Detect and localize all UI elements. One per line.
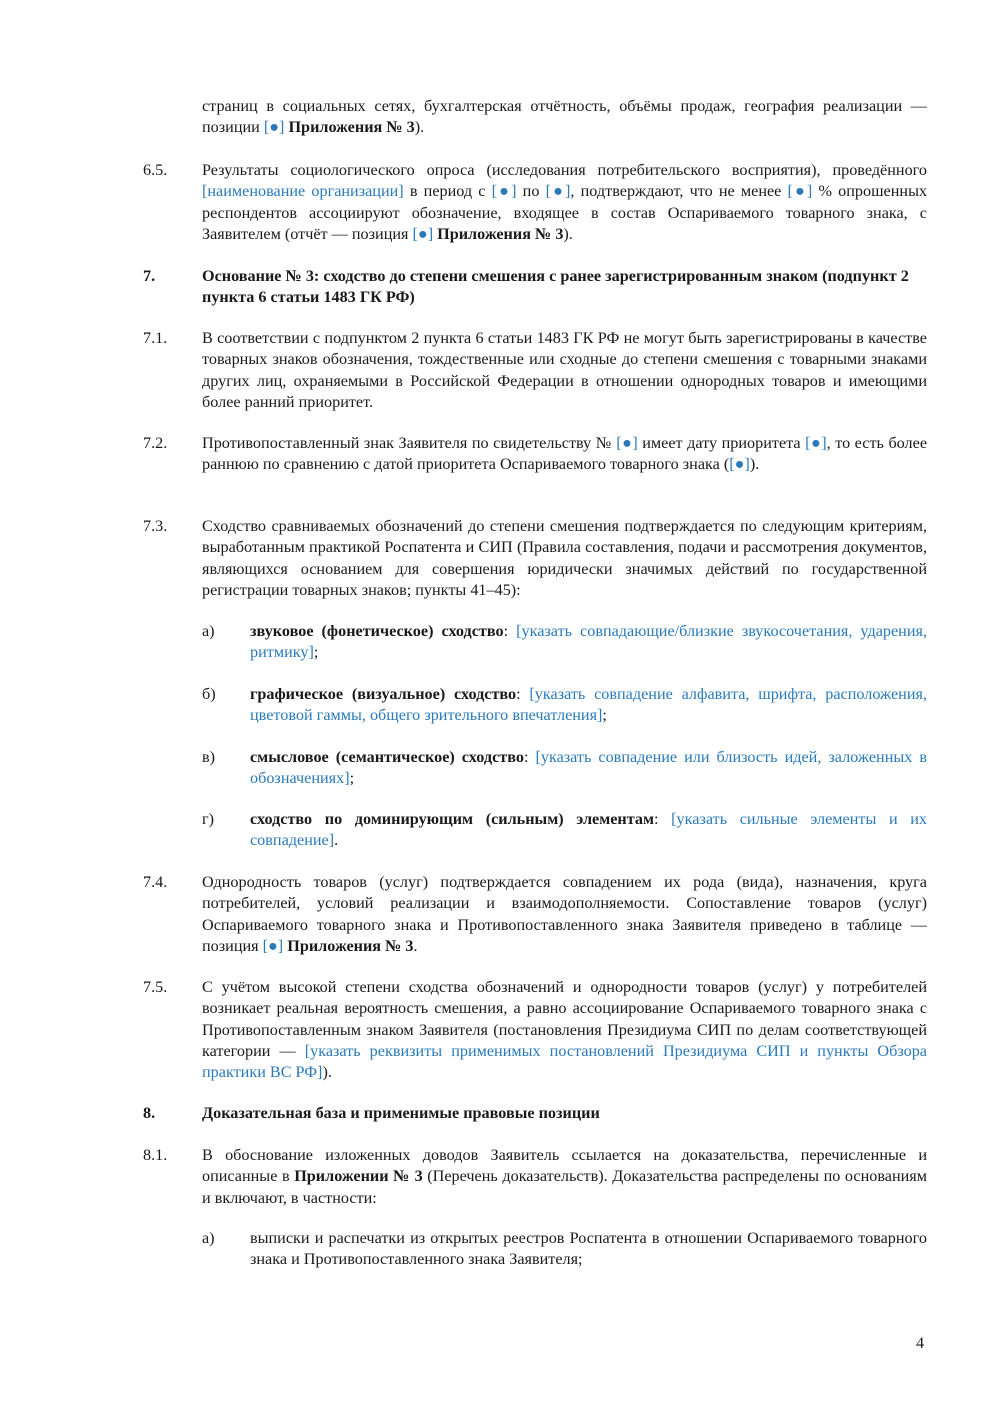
- clause-number: 8.1.: [143, 1146, 168, 1164]
- clause-6-5-text: Результаты социологического опроса (исследования потребительского восприятия), проведённого [наименование организации] в период с [●] по [●], подтверждают, что не менее [●] % опрошенных респондентов ассоциируют обозначение, входящее в состав Оспариваемого товарного знака, с Заявителем (отчёт — позиция [●] Приложения № 3).: [202, 161, 928, 243]
- list-item-label: б): [202, 685, 216, 703]
- list-item: смысловое (семантическое) сходство: [указать совпадение или близость идей, заложенных в обозначениях];: [250, 748, 927, 788]
- clause-number: 7.5.: [143, 978, 168, 996]
- clause-7-4-text: Однородность товаров (услуг) подтверждается совпадением их рода (вида), назначения, круга потребителей, условий реализации и взаимодополняемости. Сопоставление товаров (услуг) Оспариваемого товарного знака и Противопоставленного знака Заявителя приведено в таблице — позиция [●] Приложения № 3.: [202, 873, 927, 955]
- clause-number: 7.2.: [143, 434, 168, 452]
- section-heading-8: Доказательная база и применимые правовые позиции: [202, 1104, 600, 1122]
- list-item-label: а): [202, 1229, 215, 1247]
- list-item: звуковое (фонетическое) сходство: [указать совпадающие/близкие звукосочетания, ударения, ритмику];: [250, 622, 928, 662]
- list-item: графическое (визуальное) сходство: [указать совпадение алфавита, шрифта, расположения, цветовой гаммы, общего зрительного впечатления];: [250, 685, 927, 725]
- list-item-label: г): [202, 810, 215, 828]
- section-number: 7.: [143, 267, 156, 285]
- clause-number: 7.4.: [143, 873, 168, 891]
- clause-7-1-text: В соответствии с подпунктом 2 пункта 6 статьи 1483 ГК РФ не могут быть зарегистрированы в качестве товарных знаков обозначения, тождественные или сходные до степени смешения с товарными знаками других лиц, охраняемыми в Российской Федерации в отношении однородных товаров и имеющими более ранний приоритет.: [202, 329, 927, 411]
- clause-8-1-text: В обоснование изложенных доводов Заявитель ссылается на доказательства, перечисленные и описанные в Приложении № 3 (Перечень доказательств). Доказательства распределены по основаниям и включают, в частности:: [202, 1146, 927, 1207]
- clause-7-3-text: Сходство сравниваемых обозначений до степени смешения подтверждается по следующим критериям, выработанным практикой Роспатента и СИП (Правила составления, подачи и рассмотрения документов, являющихся основанием для совершения юридически значимых действий по государственной регистрации товарных знаков; пункты 41–45):: [202, 517, 927, 599]
- list-item: выписки и распечатки из открытых реестров Роспатента в отношении Оспариваемого товарного знака и Противопоставленного знака Заявителя;: [250, 1229, 927, 1269]
- clause-7-5-text: С учётом высокой степени сходства обозначений и однородности товаров (услуг) у потребителей возникает реальная вероятность смешения, а равно ассоциирование Оспариваемого товарного знака с Противопоставленным знаком Заявителя (постановления Президиума СИП по делам соответствующей категории — [указать реквизиты применимых постановлений Президиума СИП и пункты Обзора практики ВС РФ]).: [202, 978, 927, 1082]
- clause-number: 6.5.: [143, 161, 168, 179]
- list-item: сходство по доминирующим (сильным) элементам: [указать сильные элементы и их совпадение].: [250, 810, 928, 850]
- clause-7-2-text: Противопоставленный знак Заявителя по свидетельству № [●] имеет дату приоритета [●], то есть более раннюю по сравнению с датой приоритета Оспариваемого товарного знака ([●]).: [202, 434, 928, 474]
- clause-number: 7.1.: [143, 329, 168, 347]
- page-number: 4: [916, 1334, 925, 1352]
- list-item-label: в): [202, 748, 216, 766]
- list-item-label: а): [202, 622, 215, 640]
- section-heading-7: Основание № 3: сходство до степени смешения с ранее зарегистрированным знаком (подпункт 2 пункта 6 статьи 1483 ГК РФ): [202, 267, 909, 307]
- section-number: 8.: [143, 1104, 156, 1122]
- paragraph-continuation: страниц в социальных сетях, бухгалтерская отчётность, объёмы продаж, география реализации — позиции [●] Приложения № 3).: [202, 97, 927, 137]
- clause-number: 7.3.: [143, 517, 168, 535]
